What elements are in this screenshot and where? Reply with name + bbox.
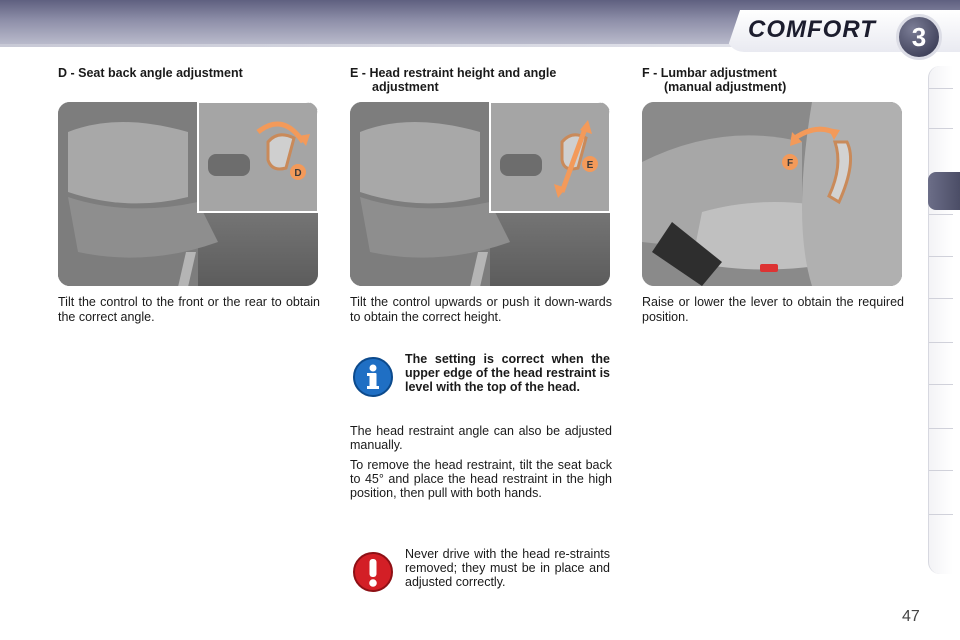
info-note <box>350 348 612 418</box>
side-tab-divider <box>929 514 953 515</box>
info-note-text: The setting is correct when the upper edge of the head restraint is level with the top of the head. <box>405 352 610 394</box>
active-chapter-tab[interactable] <box>928 172 960 210</box>
lumbar-lever-photo <box>642 102 902 286</box>
heading-line: E - Head restraint height and angle <box>350 66 557 80</box>
column-head-restraint <box>350 66 612 324</box>
section-title: COMFORT <box>748 16 876 43</box>
side-tab-divider <box>929 428 953 429</box>
chapter-badge: 3 <box>896 14 942 60</box>
side-tab-divider <box>929 256 953 257</box>
warning-icon <box>352 551 394 593</box>
info-icon <box>352 356 394 398</box>
column-seat-back-angle <box>58 66 320 324</box>
heading-head-restraint <box>350 66 612 98</box>
side-tab-strip <box>928 66 953 574</box>
column-lumbar <box>642 66 904 324</box>
side-tab-divider <box>929 342 953 343</box>
heading-line: F - Lumbar adjustment <box>642 66 777 80</box>
heading-line: (manual adjustment) <box>664 80 787 94</box>
warning-note <box>350 545 612 601</box>
heading-line: D - Seat back angle adjustment <box>58 66 243 80</box>
callout-f: F <box>786 158 794 169</box>
callout-d: D <box>294 168 302 179</box>
paragraph: To remove the head restraint, tilt the seat back to 45° and place the head restraint in the high position, then pull with both hands. <box>350 458 612 500</box>
side-tab-divider <box>929 128 953 129</box>
side-tab-divider <box>929 214 953 215</box>
seat-back-description: Tilt the control to the front or the rear to obtain the correct angle. <box>58 295 320 324</box>
head-restraint-description: Tilt the control upwards or push it down-wards to obtain the correct height. <box>350 295 612 324</box>
heading-lumbar <box>642 66 904 98</box>
paragraph: The head restraint angle can also be adjusted manually. <box>350 424 612 452</box>
manual-adjustment-text <box>350 424 612 506</box>
side-tab-divider <box>929 384 953 385</box>
lumbar-description: Raise or lower the lever to obtain the required position. <box>642 295 904 324</box>
side-tab-divider <box>929 88 953 89</box>
side-tab-divider <box>929 298 953 299</box>
seat-back-control-photo <box>58 102 318 286</box>
head-restraint-control-photo <box>350 102 610 286</box>
heading-line: adjustment <box>372 80 439 94</box>
warning-note-text: Never drive with the head re-straints removed; they must be in place and adjusted correctly. <box>405 547 610 589</box>
side-tab-divider <box>929 470 953 471</box>
callout-e: E <box>586 160 594 171</box>
page-number: 47 <box>902 608 920 625</box>
heading-seat-back-angle <box>58 66 320 98</box>
